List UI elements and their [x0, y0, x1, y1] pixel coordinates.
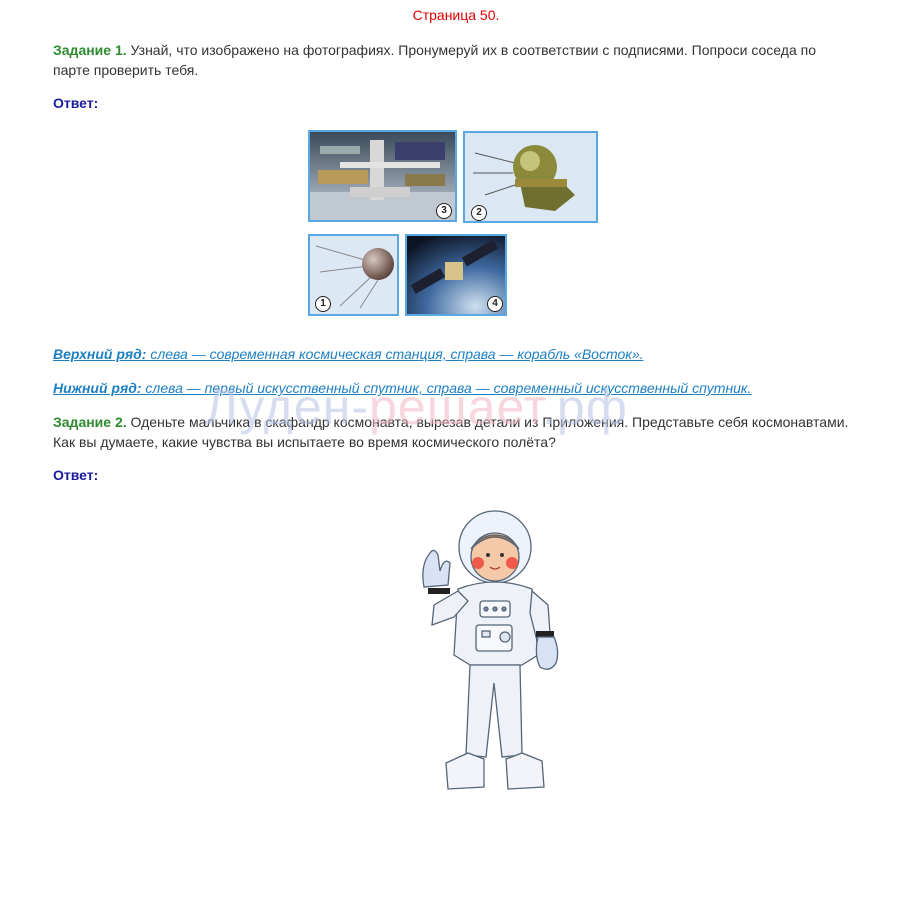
- caption-top-text: слева — современная космическая станция, справа — корабль «Восток».: [146, 346, 644, 362]
- astronaut-illustration: [410, 505, 570, 800]
- watermark: [205, 378, 628, 436]
- caption-top-row: [53, 346, 644, 362]
- task-1-text: Узнай, что изображено на фотографиях. Пронумеруй их в соответствии с подписями. Попроси соседа по парте проверить тебя.: [53, 42, 816, 78]
- task-1: [53, 40, 853, 80]
- task-2-text: Оденьте мальчика в скафандр космонавта, вырезав детали из Приложения. Представьте себя космонавтами. Как вы думаете, какие чувства вы испытаете во время космического полёта?: [53, 414, 849, 450]
- watermark-mid: решает: [368, 379, 543, 435]
- watermark-right: .рф: [542, 379, 628, 435]
- caption-bottom-text: слева — первый искусственный спутник, справа — современный искусственный спутник.: [141, 380, 752, 396]
- photo-number-badge: 3: [436, 203, 452, 219]
- photo-vostok: [463, 131, 598, 223]
- photo-satellite: [405, 234, 507, 316]
- astronaut-image: [410, 505, 570, 800]
- task-2-label: Задание 2.: [53, 414, 127, 430]
- caption-bottom-label: Нижний ряд:: [53, 380, 142, 396]
- watermark-left: Луден-: [205, 379, 369, 435]
- answer-label-1: Ответ:: [53, 95, 99, 111]
- page-title: Страница 50.: [412, 7, 500, 23]
- answer-label-2: Ответ:: [53, 467, 99, 483]
- caption-top-label: Верхний ряд:: [53, 346, 147, 362]
- space-station-image: [310, 132, 455, 220]
- photo-number-badge: 1: [315, 296, 331, 312]
- task-1-label: Задание 1.: [53, 42, 127, 58]
- photo-space-station: [308, 130, 457, 222]
- photo-number-badge: 2: [471, 205, 487, 221]
- photo-sputnik: [308, 234, 399, 316]
- photo-number-badge: 4: [487, 296, 503, 312]
